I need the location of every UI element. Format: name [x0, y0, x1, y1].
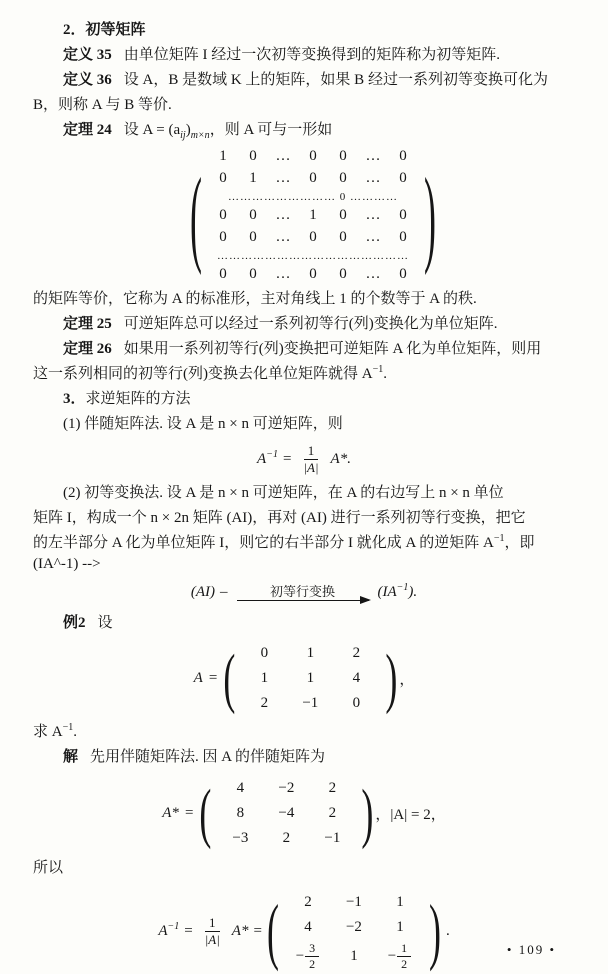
- right-paren-icon: ): [361, 776, 374, 850]
- definition-36-label: 定义 36: [63, 72, 112, 88]
- matrix-cell: 0: [219, 207, 227, 223]
- matrix-row: [241, 667, 379, 689]
- matrix-cell: 1: [396, 919, 404, 936]
- matrix-row: [241, 692, 379, 714]
- adjugate-formula: [33, 440, 575, 478]
- matrix-cell: …: [275, 207, 291, 223]
- definition-35: [33, 43, 575, 68]
- theorem-26-line2: [33, 362, 575, 387]
- standard-form-text: 的矩阵等价，它称为 A 的标准形，主对角线上 1 的个数等于 A 的秩.: [33, 291, 477, 307]
- theorem-24-text2: ): [185, 122, 191, 138]
- matrix-cell: 2: [352, 645, 361, 661]
- formula-lhs: [257, 448, 278, 468]
- theorem-24-text1: 设 A = (a: [123, 122, 181, 138]
- left-paren-icon: (: [266, 890, 279, 972]
- rhs-post: ).: [408, 583, 418, 600]
- matrix-cell: 0: [309, 170, 317, 186]
- formula-rhs: A*.: [330, 450, 351, 467]
- section-number: 2．: [63, 22, 86, 38]
- minus-sign: −: [387, 948, 397, 964]
- matrix-row: [241, 642, 379, 664]
- var-A: A: [193, 669, 203, 686]
- definition-35-label: 定义 35: [63, 47, 112, 63]
- matrix-cell: …: [365, 207, 381, 223]
- right-paren-icon: ): [385, 641, 398, 715]
- theorem-24: [33, 118, 575, 143]
- matrix-cell: 0: [309, 266, 317, 282]
- equals-sign: =: [208, 669, 218, 686]
- definition-36-line2: [33, 93, 575, 118]
- theorem-24-label: 定理 24: [63, 122, 112, 138]
- matrix-row: [285, 916, 423, 938]
- matrix-cell: 1: [260, 670, 269, 686]
- var-Astar: A*: [162, 804, 179, 821]
- example-2-label: 例2: [63, 615, 86, 631]
- method-2-line3: [33, 531, 575, 556]
- matrix-cell: 1: [309, 207, 317, 223]
- matrix-cell: 0: [339, 229, 347, 245]
- matrix-row: [208, 265, 418, 284]
- section-3-number: 3．: [63, 391, 86, 407]
- matrix-cell: …: [275, 229, 291, 245]
- matrix-cell: 0: [399, 229, 407, 245]
- right-arrow-icon: [237, 600, 369, 601]
- definition-36-text2: B，则称 A 与 B 等价.: [33, 97, 172, 113]
- method-2-text2: 矩阵 I，构成一个 n × 2n 矩阵 (AI)，再对 (AI) 进行一系列初等行变换，把它: [33, 510, 526, 526]
- theorem-26-text3: .: [383, 366, 387, 382]
- matrix-cell: 0: [339, 148, 347, 164]
- standard-form-sentence: [33, 287, 575, 312]
- fraction-numerator: 3: [305, 941, 319, 956]
- matrix-cell: 0: [399, 148, 407, 164]
- fraction: [301, 443, 320, 475]
- fraction-denominator: 2: [309, 956, 316, 971]
- textbook-page: 2．初等矩阵 定义 35 由单位矩阵 I 经过一次初等变换得到的矩阵称为初等矩阵. 定义 36 设 A，B 是数域 K 上的矩阵，如果 B 经过一系列初等变换可化为 B，则称 A 与 B 等价. 定理 24 设 $A = (a_{ij})_{m\times n}$，则 A 可与一形如 ( 1 0 … 0 0 … 0 0 1 … 0 0 … 0 ……………………… 0 ………… 0 0 … 1 0 … 0 0 0 … 0 0 … 0 ………………………………………… 0 0 … 0 0 … 0 ) 的矩阵等价，它称为 A 的标准形，主对角线上 1 的个数等于 A 的秩. 定理 25 可逆矩阵总可以经过一系列初等行(列)变换化为单位矩阵. 定理 26 如果用一系列初等行(列)变换把可逆矩阵 A 化为单位矩阵，则用 这一系列相同的初等行(列)变换去化单位矩阵就得 $A^{-1}$. 3．求逆矩阵的方法 (1) 伴随矩阵法. 设 A 是 n × n 可逆矩阵，则 $A^{-1}$ = $\frac{1}{|A|}$ A*. (2) 初等变换法. 设 A 是 n × n 可逆矩阵，在 A 的右边写上 n × n 单位 矩阵 I，构成一个 n × 2n 矩阵 (AI)，再对 (AI) 进行一系列初等行变换，把它 的左半部分 A 化为单位矩阵 I，则它的右半部分 I 就化成 A 的逆矩阵 $A^{-1}$，即 (IA^-1) --> (AI) – 初等行变换 $(IA^{-1})$. 例2 设 A = ( 0 1 2 1 1 4 2 −1 0 ) ， 求 $A^{-1}$. 解 先用伴随矩阵法. 因 A 的伴随矩阵为 A* = ( 4 −2 2 8 −4 2 −3 2 −1 ) ，|A| = 2， 所以 $A^{-1}$ = $\frac{1}{|A|}$ A* = ( 2 −1 1 4 −2 1 − $\frac{3}{2}$ 1 − $\frac{1}{2}$ ) . • 109 •: [0, 0, 608, 974]
- find-period: .: [73, 724, 77, 740]
- solution: [33, 745, 575, 770]
- theorem-24-text3: ，则 A 可与一形如: [209, 122, 333, 138]
- matrix-row: [208, 228, 418, 247]
- matrix-cell: …: [365, 266, 381, 282]
- matrix-cell: 4: [352, 670, 361, 686]
- matrix-row: [208, 169, 418, 188]
- matrix-cell: 0: [309, 229, 317, 245]
- right-paren-icon: ): [424, 155, 436, 276]
- equals-sign: =: [253, 922, 262, 939]
- fraction: [203, 915, 222, 947]
- therefore: [33, 856, 575, 881]
- subscript-ij: ij: [180, 130, 186, 141]
- matrix-cell: 0: [399, 266, 407, 282]
- matrix-cell: 1: [219, 148, 227, 164]
- left-paren-icon: (: [199, 776, 212, 850]
- definition-36-text1: 设 A，B 是数域 K 上的矩阵，如果 B 经过一系列初等变换可化为: [123, 72, 548, 88]
- superscript-inverse: −1: [372, 364, 384, 375]
- matrix-cell: 1: [306, 645, 315, 661]
- matrix-cell: 0: [260, 645, 269, 661]
- section-title: 初等矩阵: [85, 22, 146, 38]
- matrix-cell: 2: [260, 695, 269, 711]
- matrix-cell: −2: [345, 919, 362, 936]
- matrix-cell: …: [275, 148, 291, 164]
- find-inverse: [33, 720, 575, 745]
- fraction-numerator: 1: [397, 941, 411, 956]
- matrix-row: [217, 777, 355, 799]
- matrix-cell: …: [365, 229, 381, 245]
- matrix-cell: −1: [345, 894, 362, 911]
- matrix-A-display: [33, 638, 575, 718]
- method-2-text1: (2) 初等变换法. 设 A 是 n × n 可逆矩阵，在 A 的右边写上 n × n 单位: [63, 485, 504, 501]
- standard-form-matrix: [51, 147, 575, 284]
- final-period: .: [445, 922, 450, 939]
- matrix-cell: 0: [339, 266, 347, 282]
- matrix-cell: 1: [306, 670, 315, 686]
- left-paren-icon: (: [190, 155, 202, 276]
- minus-sign: −: [295, 948, 305, 964]
- matrix-cell: 2: [328, 805, 337, 821]
- matrix-cell: 4: [236, 780, 245, 796]
- fraction-numerator: 1: [205, 915, 220, 932]
- var-A: A: [158, 922, 168, 939]
- matrix-cell: 0: [249, 148, 257, 164]
- method-1-text: (1) 伴随矩阵法. 设 A 是 n × n 可逆矩阵，则: [63, 416, 343, 432]
- subscript-mxn: m×n: [190, 130, 210, 141]
- matrix-dots-row: …………………………………………: [217, 250, 409, 262]
- matrix-cell: 2: [282, 830, 291, 846]
- var-A: A: [257, 450, 267, 467]
- matrix-cell: 1: [396, 894, 404, 911]
- left-paren-icon: (: [223, 641, 236, 715]
- theorem-26-text2: 这一系列相同的初等行(列)变换去化单位矩阵就得 A: [33, 366, 373, 382]
- method-2-text4: ，即: [504, 535, 535, 551]
- matrix-cell: …: [365, 148, 381, 164]
- matrix-row: [217, 827, 355, 849]
- matrix-Astar-display: [33, 772, 575, 854]
- theorem-26-text1: 如果用一系列初等行(列)变换把可逆矩阵 A 化为单位矩阵，则用: [123, 341, 542, 357]
- matrix-cell: [377, 941, 423, 971]
- matrix-cell: [285, 941, 331, 971]
- formula-lhs: [158, 920, 180, 940]
- matrix-row: [217, 802, 355, 824]
- matrix-cell: 0: [399, 207, 407, 223]
- fraction-denominator: 2: [401, 956, 408, 971]
- matrix-cell: 0: [249, 207, 257, 223]
- method-2-line2: [33, 506, 575, 531]
- definition-35-text: 由单位矩阵 I 经过一次初等变换得到的矩阵称为初等矩阵.: [123, 47, 501, 63]
- theorem-25-label: 定理 25: [63, 316, 112, 332]
- fraction: [305, 941, 319, 971]
- rhs-pre: (IA: [377, 583, 397, 600]
- section-3-title: 求逆矩阵的方法: [85, 391, 191, 407]
- theorem-26-line1: [33, 337, 575, 362]
- matrix-cell: 0: [339, 170, 347, 186]
- example-2: [33, 611, 575, 636]
- method-1: [33, 412, 575, 437]
- matrix-cell: 0: [399, 170, 407, 186]
- solution-label: 解: [63, 749, 79, 765]
- formula-lhs: (AI): [190, 583, 215, 600]
- matrix-cell: 1: [350, 948, 358, 964]
- matrix-cell: −3: [232, 830, 249, 846]
- determinant-note: ，|A| = 2，: [375, 806, 446, 823]
- dash: –: [220, 583, 228, 600]
- matrix-cell: 0: [339, 207, 347, 223]
- matrix-cell: 0: [219, 170, 227, 186]
- matrix-cell: …: [275, 170, 291, 186]
- matrix-cell: −4: [278, 805, 295, 821]
- theorem-26-label: 定理 26: [63, 341, 112, 357]
- matrix-row: [285, 891, 423, 913]
- section-heading: [33, 18, 575, 43]
- matrix-cell: 2: [304, 894, 312, 911]
- superscript-inverse: −1: [493, 533, 505, 544]
- right-paren-icon: ): [428, 890, 441, 972]
- formula-rhs: [377, 581, 418, 601]
- matrix-row: [208, 206, 418, 225]
- matrix-cell: 1: [249, 170, 257, 186]
- theorem-25: [33, 312, 575, 337]
- inverse-result-formula: [33, 883, 575, 974]
- matrix-cell: −2: [278, 780, 295, 796]
- var-Astar: A*: [231, 922, 249, 939]
- matrix-cell: …: [365, 170, 381, 186]
- matrix-cell: 2: [328, 780, 337, 796]
- matrix-cell: 0: [352, 695, 361, 711]
- equals-sign: =: [184, 922, 193, 939]
- superscript-inverse: −1: [266, 448, 278, 460]
- example-2-text: 设: [97, 615, 113, 631]
- matrix-dots-row: ……………………… 0 …………: [228, 191, 398, 203]
- method-2-line1: [33, 481, 575, 506]
- therefore-text: 所以: [33, 860, 64, 876]
- row-transform-formula: [33, 575, 575, 609]
- matrix-row: [285, 941, 423, 971]
- matrix-row: [208, 147, 418, 166]
- fraction: [397, 941, 411, 971]
- solution-text: 先用伴随矩阵法. 因 A 的伴随矩阵为: [90, 749, 326, 765]
- matrix-cell: 8: [236, 805, 245, 821]
- fraction-numerator: 1: [304, 443, 319, 460]
- fraction-denominator: |A|: [204, 931, 220, 947]
- superscript-inverse: −1: [396, 581, 409, 593]
- matrix-cell: −1: [324, 830, 341, 846]
- find-text: 求 A: [33, 724, 63, 740]
- section-heading-3: [33, 387, 575, 412]
- matrix-cell: 0: [249, 229, 257, 245]
- theorem-25-text: 可逆矩阵总可以经过一系列初等行(列)变换化为单位矩阵.: [123, 316, 498, 332]
- trailing-comma: ，: [399, 671, 415, 688]
- definition-36-line1: [33, 68, 575, 93]
- matrix-cell: 0: [309, 148, 317, 164]
- matrix-cell: 0: [219, 266, 227, 282]
- method-2-text3: 的左半部分 A 化为单位矩阵 I，则它的右半部分 I 就化成 A 的逆矩阵 A: [33, 535, 494, 551]
- matrix-cell: 4: [304, 919, 312, 936]
- matrix-cell: 0: [249, 266, 257, 282]
- equals-sign: =: [282, 450, 292, 467]
- superscript-inverse: −1: [62, 722, 74, 733]
- matrix-cell: −1: [302, 695, 319, 711]
- page-number: • 109 •: [506, 942, 556, 957]
- matrix-cell: …: [275, 266, 291, 282]
- matrix-cell: 0: [219, 229, 227, 245]
- transform-arrow: [237, 584, 369, 601]
- equals-sign: =: [184, 804, 194, 821]
- fraction-denominator: |A|: [303, 459, 319, 475]
- arrow-label: 初等行变换: [269, 583, 335, 599]
- superscript-inverse: −1: [167, 920, 180, 932]
